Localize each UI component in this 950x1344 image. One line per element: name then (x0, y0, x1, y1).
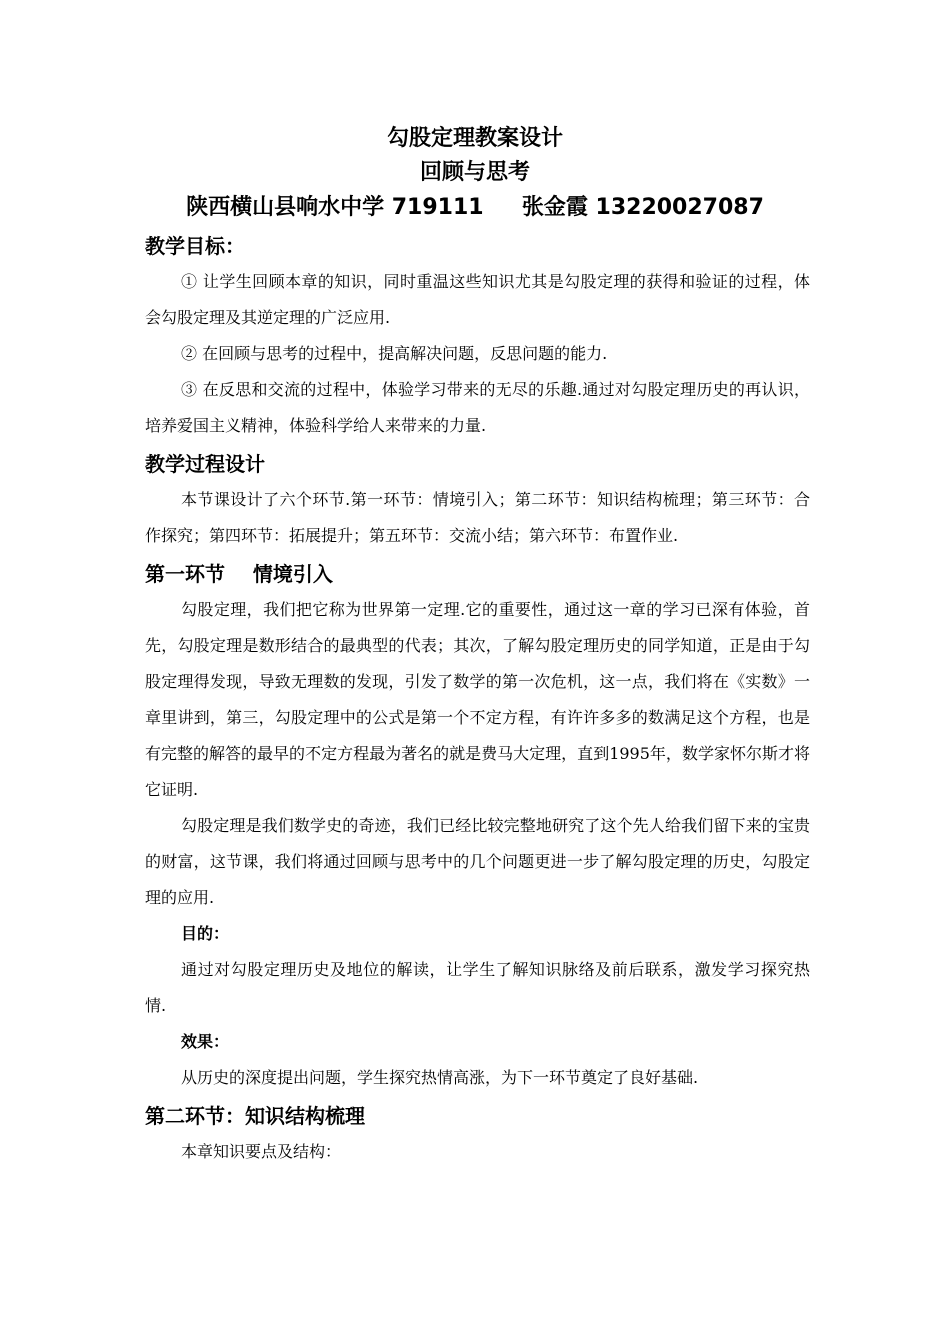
paragraph: ③ 在反思和交流的过程中，体验学习带来的无尽的乐趣.通过对勾股定理历史的再认识，培养爱国主义精神，体验科学给人来带来的力量. (145, 380, 810, 435)
document-subtitle: 回顾与思考 (419, 160, 530, 185)
section-heading-step2: 第二环节：知识结构梳理 (145, 1104, 365, 1128)
paragraph: 本节课设计了六个环节.第一环节：情境引入；第二环节：知识结构梳理；第三环节：合作探究；第四环节：拓展提升；第五环节：交流小结；第六环节：布置作业. (145, 490, 810, 545)
document-body (145, 228, 810, 1170)
paragraph: 通过对勾股定理历史及地位的解读，让学生了解知识脉络及前后联系，激发学习探究热情. (145, 960, 810, 1015)
paragraph: 勾股定理，我们把它称为世界第一定理.它的重要性，通过这一章的学习已深有体验，首先，勾股定理是数形结合的最典型的代表；其次，了解勾股定理历史的同学知道，正是由于勾股定理得发现，导致无理数的发现，引发了数学的第一次危机，这一点，我们将在《实数》一章里讲到，第三，勾股定理中的公式是第一个不定方程，有许许多多的数满足这个方程，也是有完整的解答的最早的不定方程最为著名的就是费马大定理，直到1995年，数学家怀尔斯才将它证明. (145, 600, 810, 799)
title-block (0, 122, 950, 226)
author-line: 陕西横山县响水中学 719111 张金霞 13220027087 (186, 195, 764, 220)
section-heading-process: 教学过程设计 (145, 452, 265, 476)
paragraph: ① 让学生回顾本章的知识，同时重温这些知识尤其是勾股定理的获得和验证的过程，体会勾股定理及其逆定理的广泛应用. (145, 272, 810, 327)
paragraph: ② 在回顾与思考的过程中，提高解决问题，反思问题的能力. (181, 344, 608, 363)
section-heading-step1: 第一环节 情境引入 (145, 562, 333, 586)
paragraph: 本章知识要点及结构： (181, 1142, 342, 1161)
effect-label: 效果： (181, 1032, 230, 1051)
purpose-label: 目的： (181, 924, 230, 943)
document-title: 勾股定理教案设计 (386, 126, 563, 151)
paragraph: 从历史的深度提出问题，学生探究热情高涨，为下一环节奠定了良好基础. (181, 1068, 699, 1087)
section-heading-goals: 教学目标： (145, 234, 245, 258)
paragraph: 勾股定理是我们数学史的奇迹，我们已经比较完整地研究了这个先人给我们留下来的宝贵的财富，这节课，我们将通过回顾与思考中的几个问题更进一步了解勾股定理的历史，勾股定理的应用. (145, 816, 810, 907)
